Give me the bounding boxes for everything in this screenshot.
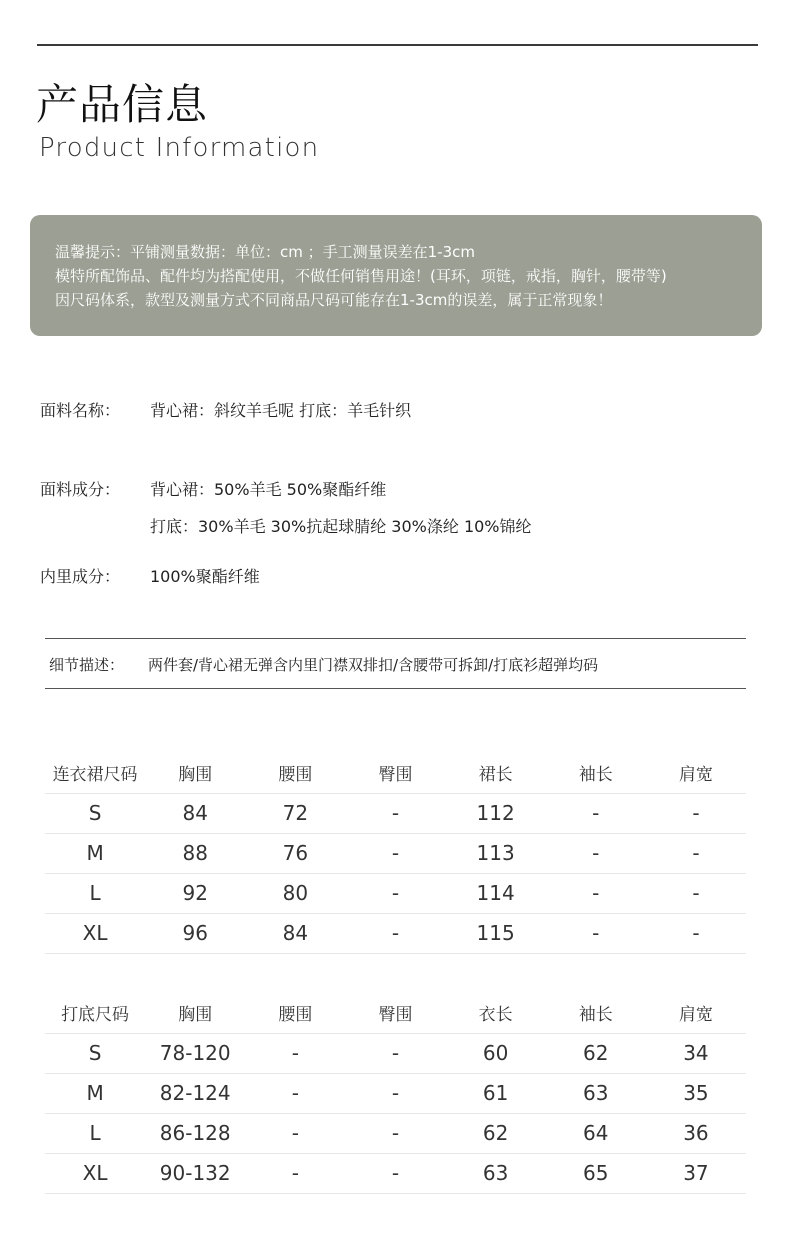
table-cell: L [45,1113,145,1153]
fabric-composition-line1: 背心裙：50%羊毛 50%聚酯纤维 [150,480,387,499]
fabric-name-label: 面料名称： [40,401,121,420]
table-header-cell: 打底尺码 [45,993,145,1033]
fabric-composition-line2: 打底：30%羊毛 30%抗起球腈纶 30%涤纶 10%锦纶 [150,517,532,536]
table-header-cell: 臀围 [345,993,445,1033]
table-cell: M [45,1073,145,1113]
table-cell: XL [45,913,145,953]
table-cell: XL [45,1153,145,1193]
table-row [45,873,746,913]
table-cell: S [45,1033,145,1073]
table-cell: 82-124 [145,1073,245,1113]
table-cell: 115 [446,913,546,953]
table-cell: - [546,793,646,833]
table-cell: 84 [145,793,245,833]
table-cell: - [345,793,445,833]
table-cell: 80 [245,873,345,913]
detail-value: 两件套/背心裙无弹含内里门襟双排扣/含腰带可拆卸/打底衫超弹均码 [148,656,599,674]
table-header-cell: 腰围 [245,993,345,1033]
fabric-name-value: 背心裙：斜纹羊毛呢 打底：羊毛针织 [150,401,412,420]
table-cell: - [546,913,646,953]
table-header-cell: 袖长 [546,993,646,1033]
fabric-name-row [40,398,412,421]
table-cell: 84 [245,913,345,953]
table-cell: 86-128 [145,1113,245,1153]
table-cell: 78-120 [145,1033,245,1073]
notice-line: 模特所配饰品、配件均为搭配使用，不做任何销售用途！(耳环，项链，戒指，胸针，腰带等) [55,267,667,285]
table-cell: - [345,913,445,953]
table-cell: - [345,1033,445,1073]
page-title: 产品信息 [36,80,209,129]
page-subtitle: Product Information [39,133,320,163]
table-cell: - [546,873,646,913]
detail-box [45,638,746,689]
lining-row [40,564,260,587]
table-cell: 36 [646,1113,746,1153]
table-cell: 62 [546,1033,646,1073]
base-layer-size-table [45,993,746,1194]
table-header-cell: 衣长 [446,993,546,1033]
table-cell: 72 [245,793,345,833]
lining-label: 内里成分： [40,567,121,586]
table-header-cell: 连衣裙尺码 [45,753,145,793]
table-cell: 88 [145,833,245,873]
table-header-row [45,993,746,1033]
table-cell: 63 [446,1153,546,1193]
table-cell: - [345,1113,445,1153]
detail-label: 细节描述： [49,656,125,674]
table-cell: - [245,1033,345,1073]
table-cell: 65 [546,1153,646,1193]
table-header-cell: 胸围 [145,753,245,793]
table-cell: 76 [245,833,345,873]
table-cell: 114 [446,873,546,913]
table-header-cell: 袖长 [546,753,646,793]
table-cell: 35 [646,1073,746,1113]
table-header-cell: 臀围 [345,753,445,793]
fabric-composition-row [40,477,387,500]
dress-size-table [45,753,746,954]
table-cell: - [345,1073,445,1113]
table-cell: - [646,793,746,833]
table-row [45,1073,746,1113]
top-divider [37,44,758,46]
table-cell: - [245,1153,345,1193]
table-cell: - [245,1073,345,1113]
table-cell: - [345,833,445,873]
table-cell: 64 [546,1113,646,1153]
table-row [45,913,746,953]
table-header-cell: 裙长 [446,753,546,793]
table-cell: 61 [446,1073,546,1113]
table-cell: 112 [446,793,546,833]
table-cell: - [245,1113,345,1153]
table-row [45,1113,746,1153]
table-row [45,1153,746,1193]
table-cell: 34 [646,1033,746,1073]
table-cell: S [45,793,145,833]
table-row [45,793,746,833]
table-cell: 37 [646,1153,746,1193]
table-header-row [45,753,746,793]
table-cell: 62 [446,1113,546,1153]
fabric-composition-label: 面料成分： [40,480,121,499]
table-cell: 92 [145,873,245,913]
table-cell: - [646,833,746,873]
table-header-cell: 胸围 [145,993,245,1033]
table-cell: 60 [446,1033,546,1073]
table-cell: 113 [446,833,546,873]
table-cell: 90-132 [145,1153,245,1193]
table-cell: L [45,873,145,913]
table-cell: 96 [145,913,245,953]
table-cell: - [646,913,746,953]
table-cell: - [345,873,445,913]
notice-box [30,215,762,336]
table-row [45,833,746,873]
lining-value: 100%聚酯纤维 [150,567,260,586]
notice-line: 因尺码体系，款型及测量方式不同商品尺码可能存在1-3cm的误差，属于正常现象！ [55,291,613,309]
table-cell: - [646,873,746,913]
table-cell: - [345,1153,445,1193]
notice-line: 温馨提示：平铺测量数据：单位：cm ；手工测量误差在1-3cm [55,243,475,261]
table-header-cell: 肩宽 [646,753,746,793]
table-header-cell: 腰围 [245,753,345,793]
table-header-cell: 肩宽 [646,993,746,1033]
table-cell: - [546,833,646,873]
table-cell: 63 [546,1073,646,1113]
table-cell: M [45,833,145,873]
table-row [45,1033,746,1073]
